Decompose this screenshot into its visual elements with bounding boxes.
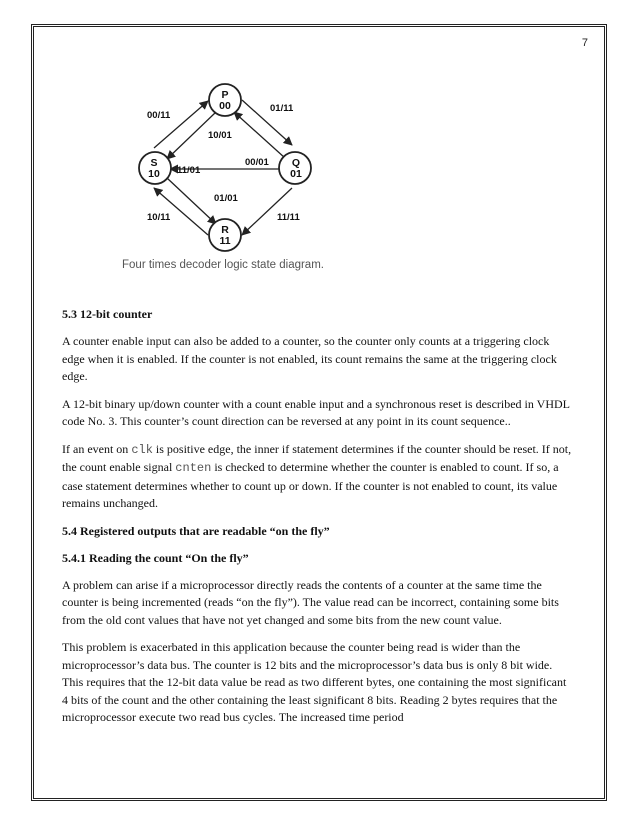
state-p-code: 00 [219,100,231,112]
state-diagram [120,78,335,278]
section-heading-5-3: 5.3 12-bit counter [62,307,153,321]
page-number: 7 [581,37,588,49]
edge-q-p [234,112,285,158]
state-diagram-svg [120,78,335,278]
section-heading-5-4-1: 5.4.1 Reading the count “On the fly” [62,550,249,565]
state-s-name: S [150,157,158,169]
label-q-s: 00/01 [245,157,269,168]
label-p-q: 01/11 [270,103,294,114]
label-s-r: 01/01 [214,193,238,204]
label-q-r: 11/11 [277,212,300,223]
state-s-code: 10 [148,168,160,180]
state-q-name: Q [291,157,301,169]
code-clk: clk [131,442,153,457]
paragraph: A 12-bit binary up/down counter with a count enable input and a synchronous reset is described in VHDL code No. 3. This counter’s count direction can be reversed at any point in its count sequence.. [62,396,570,428]
paragraph-clk: If an event on clk is positive edge, the inner if statement determines if the counter should be reset. If not, the count enable signal cnten is checked to determine whether the counter is enabled to count. If so, a case statement determines whether to count up or down. If the counter is not enabled to count, its value remains unchanged. [62,441,572,510]
edge-s-p [154,101,208,148]
state-q-code: 01 [290,168,302,180]
state-r-code: 11 [219,235,231,247]
section-heading-5-4: 5.4 Registered outputs that are readable “on the fly” [62,523,330,538]
label-q-p: 10/01 [208,130,232,141]
code-cnten: cnten [175,461,212,475]
page-content [62,306,574,737]
label-s-p: 00/11 [147,110,171,121]
edge-s-r [167,178,216,224]
paragraph: A counter enable input can also be added to a counter, so the counter only counts at a triggering clock edge when it is enabled. If the counter is not enabled, its count remains the same at the triggering clock edge. [62,334,557,383]
label-p-s: 11/01 [177,165,201,176]
paragraph: This problem is exacerbated in this application because the counter being read is wider than the microprocessor’s data bus. The counter is 12 bits and the microprocessor’s data bus is only 8 bit wide. This requires that the 12-bit data value be read as two different bytes, one containing the most significant 4 bits of the count and the other containing the least significant 8 bits. Reading 2 bytes requires that the microprocessor execute two read bus cycles. The increased time period [62,640,567,724]
diagram-caption: Four times decoder logic state diagram. [122,259,324,271]
paragraph: A problem can arise if a microprocessor directly reads the contents of a counter at the same time the counter is being incremented (reads “on the fly”). The value read can be incorrect, containing some bits from the old cont values that have not yet changed and some bits from the new count value. [62,577,559,627]
state-r-name: R [221,224,229,236]
state-p-name: P [221,89,229,101]
label-r-s: 10/11 [147,212,171,223]
